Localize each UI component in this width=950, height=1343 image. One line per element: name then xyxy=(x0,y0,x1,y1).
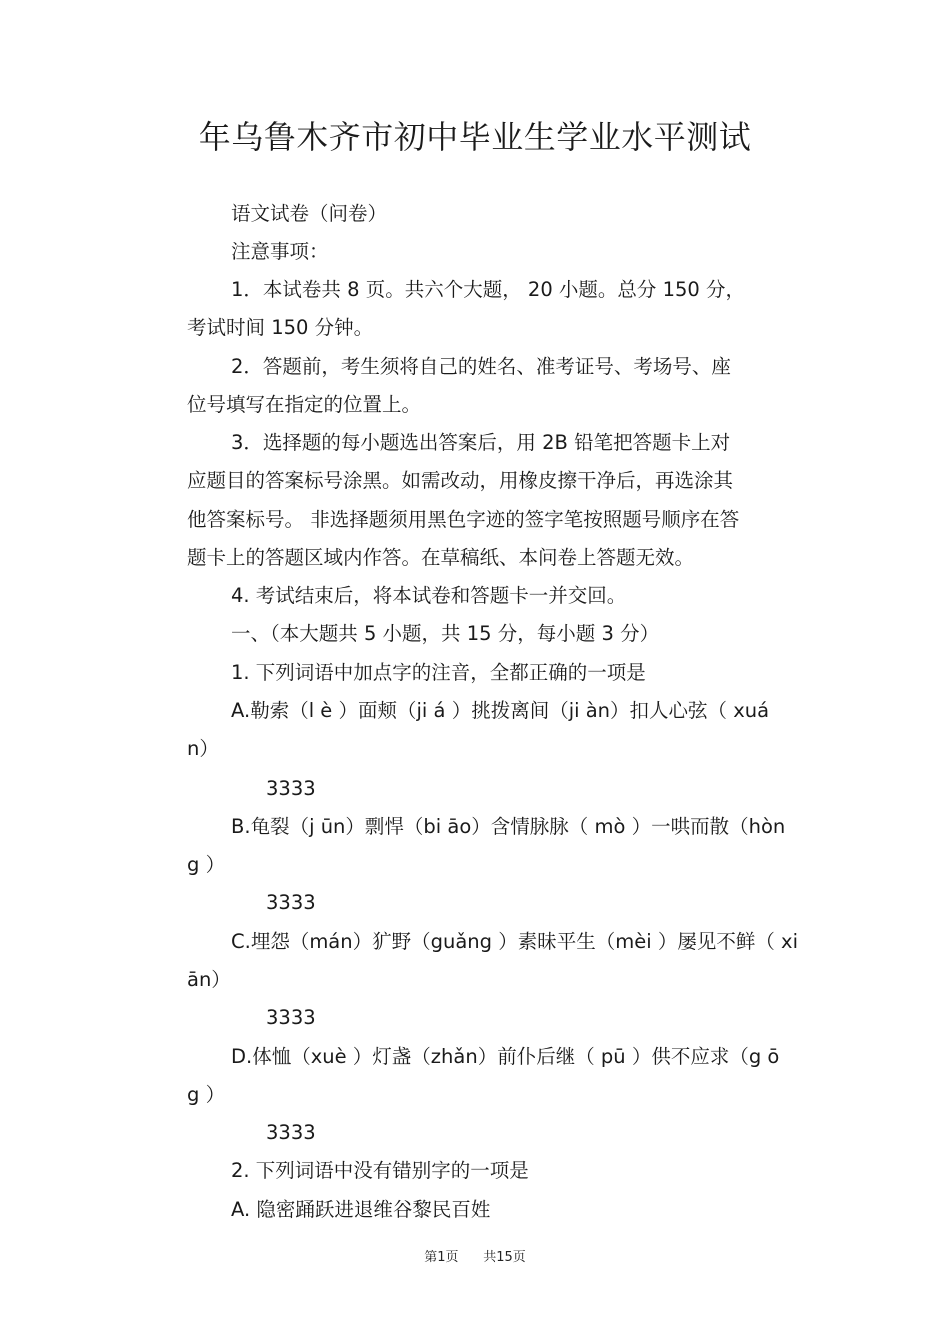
option-c-note: 3333 xyxy=(266,1006,316,1029)
option-a-note: 3333 xyxy=(266,777,316,800)
question-2-stem: 2. 下列词语中没有错别字的一项是 xyxy=(231,1159,529,1182)
question-1-option-d-cont: g ） xyxy=(187,1083,226,1106)
question-1-option-d: D.体恤（xuè ）灯盏（zhǎn）前仆后继（ pū ）供不应求（g ō xyxy=(231,1045,780,1068)
question-1-option-c-cont: ān） xyxy=(187,968,231,991)
note-1-line-2: 考试时间 150 分钟。 xyxy=(187,316,374,339)
option-d-note: 3333 xyxy=(266,1121,316,1144)
option-b-note: 3333 xyxy=(266,891,316,914)
question-1-option-a: A.勒索（l è ）面颊（ji á ）挑拨离间（ji àn）扣人心弦（ xuá xyxy=(231,699,770,722)
note-2-line-2: 位号填写在指定的位置上。 xyxy=(187,393,422,416)
notes-heading: 注意事项： xyxy=(231,240,329,263)
question-1-option-b-cont: g ） xyxy=(187,853,226,876)
question-1-stem: 1. 下列词语中加点字的注音，全都正确的一项是 xyxy=(231,661,646,684)
question-2-option-a: A. 隐密踊跃进退维谷黎民百姓 xyxy=(231,1198,491,1221)
document-title: 年乌鲁木齐市初中毕业生学业水平测试 xyxy=(198,118,752,156)
section-1-heading: 一、（本大题共 5 小题，共 15 分，每小题 3 分） xyxy=(231,622,660,645)
paper-subtitle: 语文试卷（问卷） xyxy=(231,202,388,225)
note-4: 4. 考试结束后，将本试卷和答题卡一并交回。 xyxy=(231,584,627,607)
note-3-line-3: 他答案标号。 非选择题须用黑色字迹的签字笔按照题号顺序在答 xyxy=(187,508,740,531)
note-2-line-1: 2．答题前，考生须将自己的姓名、准考证号、考场号、座 xyxy=(231,355,731,378)
question-1-option-a-cont: n） xyxy=(187,737,219,760)
question-1-option-c: C.埋怨（mán）犷野（guǎng ）素昧平生（mèi ）屡见不鲜（ xi xyxy=(231,930,799,953)
page-footer: 第1页 共15页 xyxy=(424,1250,526,1265)
question-1-option-b: B.龟裂（j ūn）剽悍（bi āo）含情脉脉（ mò ）一哄而散（hòn xyxy=(231,815,786,838)
note-3-line-1: 3．选择题的每小题选出答案后，用 2B 铅笔把答题卡上对 xyxy=(231,431,731,454)
note-1-line-1: 1．本试卷共 8 页。共六个大题， 20 小题。总分 150 分， xyxy=(231,278,746,301)
note-3-line-4: 题卡上的答题区域内作答。在草稿纸、本问卷上答题无效。 xyxy=(187,546,695,569)
note-3-line-2: 应题目的答案标号涂黑。如需改动，用橡皮擦干净后，再选涂其 xyxy=(187,469,734,492)
